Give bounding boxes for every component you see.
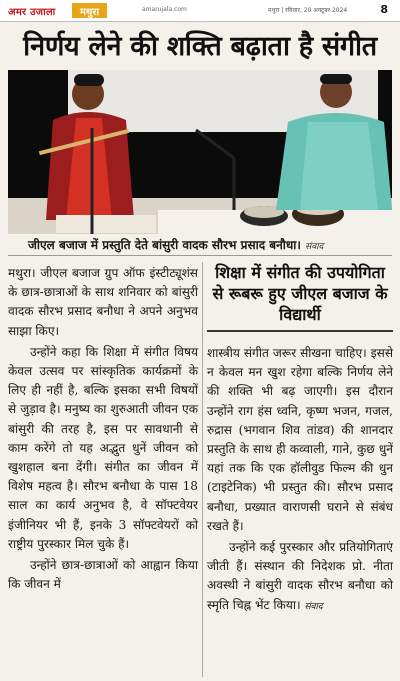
caption-credit: संवाद: [305, 242, 324, 252]
article-paragraph: [207, 538, 393, 617]
byline-credit: संवाद: [304, 601, 323, 612]
website-label: amarujala.com: [142, 6, 187, 13]
subheadline: शिक्षा में संगीत की उपयोगिता से रूबरू हुए जीएल बजाज के विद्यार्थी: [212, 263, 388, 324]
caption-text: जीएल बजाज में प्रस्तुति देते बांसुरी वादक सौरभ प्रसाद बनौधा।: [28, 238, 301, 252]
article-paragraph: उन्होंने छात्र-छात्राओं को आह्वान किया कि जीवन में: [8, 558, 198, 592]
article-paragraph: मथुरा। जीएल बजाज ग्रुप ऑफ इंस्टीट्यूशंस के छात्र-छात्राओं के साथ शनिवार को बांसुरी वादक सौरभ प्रसाद बनौधा ने अपने अनुभव साझा किए।: [8, 266, 198, 338]
section-tag: मथुरा: [72, 3, 107, 18]
article-column-2: [207, 344, 393, 619]
masthead-bar: [0, 0, 400, 22]
newspaper-brand: अमर उजाला: [8, 7, 56, 18]
news-photo: [8, 70, 392, 234]
concert-photo-illustration: [8, 70, 392, 234]
article-paragraph: उन्होंने कहा कि शिक्षा में संगीत विषय केवल उत्सव पर सांस्कृतिक कार्यक्रमों के लिए ही नहीं है, बल्कि इसका सभी विषयों से जुड़ाव है। मनुष्य का शुरुआती जीवन एक बांसुरी की तरह है, इस पर सावधानी से काम करेंगे तो यह अद्भुत धुनें जीवन को खुशहाल बना देंगी। संगीत का जीवन में विशेष महत्व है। सौरभ बनौधा के पास 18 साल का कार्य अनुभव है, वे सॉफ्टवेयर इंजीनियर भी हैं, इनके 3 सॉफ्टवेयरों को राष्ट्रीय पुरस्कार मिल चुके हैं।: [8, 344, 198, 551]
edition-date: मथुरा | रविवार, 20 अक्टूबर 2024: [268, 7, 348, 14]
photo-caption: [8, 236, 392, 256]
subheadline-rule: [207, 330, 393, 332]
headline: निर्णय लेने की शक्ति बढ़ाता है संगीत: [23, 31, 377, 62]
page-number: 8: [380, 3, 388, 16]
column-divider: [202, 262, 203, 677]
paragraph-text: उन्होंने कई पुरस्कार और प्रतियोगिताएं जीती हैं। संस्थान की निदेशक प्रो. नीता अवस्थी ने बांसुरी वादक सौरभ बनौधा को स्मृति चिह्न भेंट किया।: [207, 540, 393, 612]
article-paragraph: शास्त्रीय संगीत जरूर सीखना चाहिए। इससे न केवल मन खुश रहेगा बल्कि निर्णय लेने की शक्ति भी बढ़ जाएगी। इस दौरान उन्होंने राग हंस ध्वनि, कृष्ण भजन, गजल, रुद्रास (भगवान शिव तांडव) की शानदार प्रस्तुति के साथ ही कव्वाली, गाने, कुछ धुनें यहां तक कि एक हॉलीवुड फिल्म की धुन (टाइटेनिक) भी प्रस्तुत की। सौरभ प्रसाद बनौधा, प्रख्यात वाराणसी घराने से संबंध रखते हैं।: [207, 346, 393, 533]
article-column-1: [8, 264, 198, 596]
